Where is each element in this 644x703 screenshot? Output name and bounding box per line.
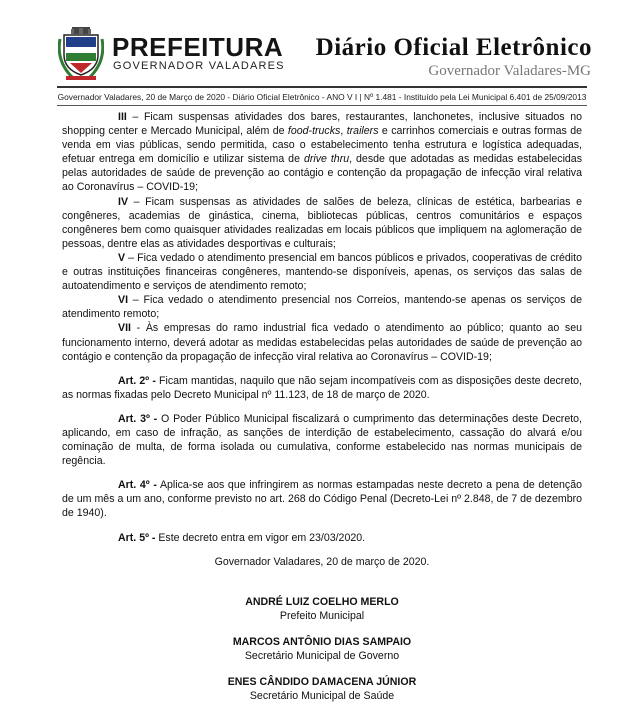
- city-crest-icon: [58, 27, 104, 81]
- decree-body: [62, 110, 582, 703]
- signatory-name: MARCOS ANTÔNIO DIAS SAMPAIO: [232, 635, 412, 648]
- issue-divider: [57, 105, 587, 106]
- header-divider: [57, 86, 587, 88]
- journal-title: Diário Oficial Eletrônico: [315, 34, 592, 61]
- masthead: [0, 0, 644, 102]
- signatory-role: Prefeito Municipal: [279, 609, 365, 622]
- article-5: Art. 5º - Este decreto entra em vigor em 23/03/2020.: [118, 531, 366, 544]
- item-iv: IV – Ficam suspensas as atividades de salões de beleza, clínicas de estética, barbearias e congêneres, academias de ginástica, cinema, bibliotecas públicas, centros comunitários e espaços congêneres bem como quaisquer atividades realizadas em locais públicos que impliquem na aglomeração de pessoas, dentre elas as atividades desportivas e culturais;: [62, 195, 582, 250]
- item-v: V – Fica vedado o atendimento presencial em bancos públicos e privados, cooperativas de crédito e outras instituições financeiras congêneres, mantendo-se disponíveis, apenas, os serviços das salas de autoatendimento e serviços de atendimento remoto;: [62, 251, 582, 293]
- signatory-name: ENES CÂNDIDO DAMACENA JÚNIOR: [227, 675, 417, 688]
- article-3: Art. 3º - O Poder Público Municipal fiscalizará o cumprimento das determinações deste Decreto, aplicando, em caso de infração, as sanções de interdição de estabelecimento, cassação do alvará e/ou cominação de multa, de forma isolada ou cumulativa, conforme estabelecido nas normas municipais de regência.: [62, 412, 582, 468]
- article-4: Art. 4º - Aplica-se aos que infringirem as normas estampadas neste decreto a pena de detenção de um mês a um ano, conforme previsto no art. 268 do Código Penal (Decreto-Lei nº 2.848, de 7 de dezembro de 1940).: [62, 479, 583, 520]
- item-vii: VII - Às empresas do ramo industrial fica vedado o atendimento ao público; quanto ao seu funcionamento interno, deverá adotar as medidas estabelecidas pelas autoridades de saúde de prevenção ao contágio e contenção da propagação de infecção viral relativa ao Coronavírus – COVID-19;: [62, 322, 582, 363]
- signature-block-1: [62, 595, 582, 623]
- prefeitura-title: PREFEITURA: [112, 32, 284, 62]
- item-vi: VI – Fica vedado o atendimento presencial nos Correios, mantendo-se apenas os serviços de atendimento remoto;: [62, 294, 582, 321]
- signature-block-3: [62, 675, 582, 703]
- date-line: Governador Valadares, 20 de março de 2020.: [214, 555, 430, 568]
- item-iii: III – Ficam suspensas atividades dos bares, restaurantes, lanchonetes, inclusive situados no shopping center e Mercado Municipal, além de food-trucks, trailers e carrinhos comerciais e outras formas de venda em vias públicas, sendo permitida, caso o estabelecimento tenha estrutura e logística adequadas, efetuar entrega em domicílio e utilizar sistema de drive thru, desde que adotadas as medidas estabelecidas pelas autoridades de saúde de prevenção ao contágio e contenção da propagação de infecção viral relativa ao Coronavírus – COVID-19;: [62, 111, 583, 194]
- article-2: Art. 2º - Ficam mantidas, naquilo que não sejam incompatíveis com as disposições deste decreto, as normas fixadas pelo Decreto Municipal nº 11.123, de 18 de março de 2020.: [62, 374, 582, 401]
- signatory-name: ANDRÉ LUIZ COELHO MERLO: [245, 595, 399, 608]
- prefeitura-subtitle: GOVERNADOR VALADARES: [113, 60, 285, 72]
- issue-line: Governador Valadares, 20 de Março de 2020 - Diário Oficial Eletrônico - ANO V I | Nº 1.481 - Instituído pela Lei Municipal 6.401 de 25/09/2013: [57, 92, 587, 102]
- journal-subtitle: Governador Valadares-MG: [428, 63, 591, 79]
- signature-block-2: [62, 635, 582, 663]
- signatory-role: Secretário Municipal de Saúde: [249, 689, 395, 702]
- signatory-role: Secretário Municipal de Governo: [244, 649, 400, 662]
